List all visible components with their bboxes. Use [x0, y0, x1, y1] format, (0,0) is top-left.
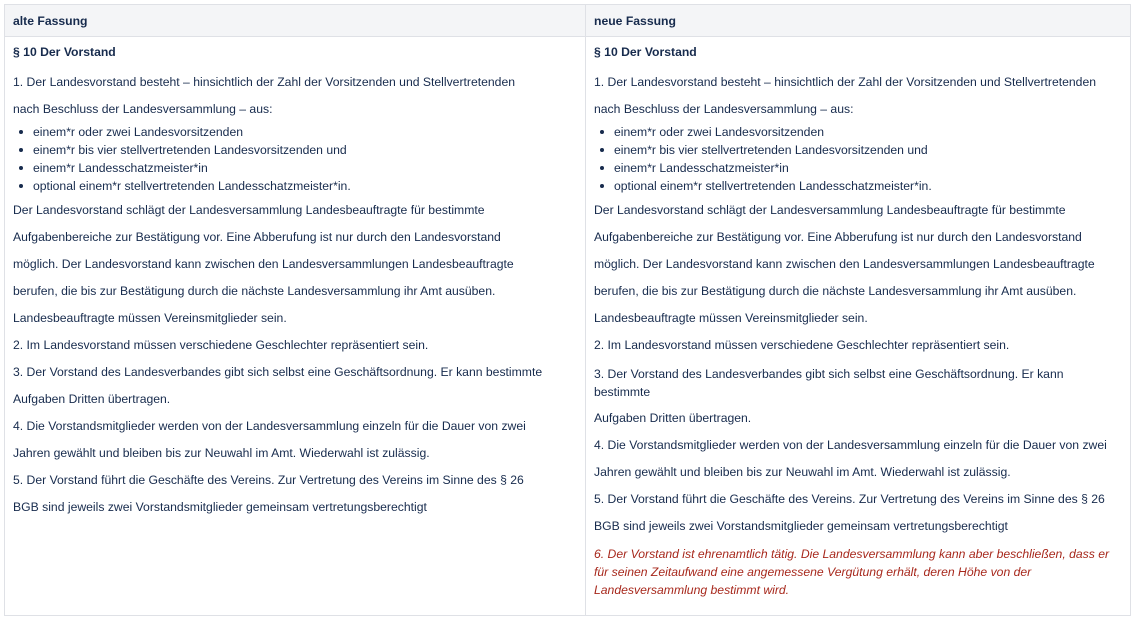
new-text-line: Der Landesvorstand schlägt der Landesversammlung Landesbeauftragte für bestimmte: [594, 203, 1066, 217]
added-paragraph: [594, 545, 1122, 599]
old-text-line: Landesbeauftragte müssen Vereinsmitglieder sein.: [13, 311, 287, 325]
header-row: [5, 5, 1131, 37]
new-text-line: Aufgaben Dritten übertragen.: [594, 411, 752, 425]
list-item: einem*r bis vier stellvertretenden Landesvorsitzenden und: [614, 141, 1122, 159]
old-text-line: 4. Die Vorstandsmitglieder werden von der Landesversammlung einzeln für die Dauer von zwei: [13, 419, 526, 433]
new-text-line: berufen, die bis zur Bestätigung durch die nächste Landesversammlung ihr Amt ausüben.: [594, 284, 1077, 298]
old-p1-line: nach Beschluss der Landesversammlung – aus:: [13, 102, 273, 116]
new-p3-line: bestimmte: [594, 385, 651, 399]
new-section-heading: § 10 Der Vorstand: [594, 45, 697, 59]
old-text-line: Aufgabenbereiche zur Bestätigung vor. Eine Abberufung ist nur durch den Landesvorstand: [13, 230, 501, 244]
list-item: einem*r Landesschatzmeister*in: [614, 159, 1122, 177]
comparison-wrapper: [4, 4, 1130, 616]
old-text-line: Aufgaben Dritten übertragen.: [13, 392, 171, 406]
list-item: einem*r bis vier stellvertretenden Landesvorsitzenden und: [33, 141, 577, 159]
new-text-line: 2. Im Landesvorstand müssen verschiedene Geschlechter repräsentiert sein.: [594, 338, 1010, 352]
new-p3-line: 3. Der Vorstand des Landesverbandes gibt sich selbst eine Geschäftsordnung. Er kann: [594, 367, 1064, 381]
header-old-version: alte Fassung: [5, 5, 586, 37]
new-text-line: Aufgabenbereiche zur Bestätigung vor. Eine Abberufung ist nur durch den Landesvorstand: [594, 230, 1082, 244]
new-text-line: Jahren gewählt und bleiben bis zur Neuwahl im Amt. Wiederwahl ist zulässig.: [594, 465, 1011, 479]
old-text-line: berufen, die bis zur Bestätigung durch die nächste Landesversammlung ihr Amt ausüben.: [13, 284, 496, 298]
added-line: für seinen Zeitaufwand eine angemessene Vergütung erhält, deren Höhe von der: [594, 565, 1032, 579]
old-version-cell: [5, 37, 586, 616]
old-p1-line: 1. Der Landesvorstand besteht – hinsichtlich der Zahl der Vorsitzenden und Stellvertretenden: [13, 75, 516, 89]
old-text-line: BGB sind jeweils zwei Vorstandsmitglieder gemeinsam vertretungsberechtigt: [13, 500, 427, 514]
new-version-cell: [586, 37, 1131, 616]
new-text-line: 5. Der Vorstand führt die Geschäfte des Vereins. Zur Vertretung des Vereins im Sinne des § 26: [594, 492, 1105, 506]
list-item: optional einem*r stellvertretenden Landesschatzmeister*in.: [33, 177, 577, 195]
new-text-line: möglich. Der Landesvorstand kann zwischen den Landesversammlungen Landesbeauftragte: [594, 257, 1095, 271]
list-item: einem*r Landesschatzmeister*in: [33, 159, 577, 177]
old-member-list: [13, 123, 577, 195]
old-text-line: 3. Der Vorstand des Landesverbandes gibt sich selbst eine Geschäftsordnung. Er kann bestimmte: [13, 365, 543, 379]
old-text-line: Der Landesvorstand schlägt der Landesversammlung Landesbeauftragte für bestimmte: [13, 203, 485, 217]
old-text-line: 5. Der Vorstand führt die Geschäfte des Vereins. Zur Vertretung des Vereins im Sinne des § 26: [13, 473, 524, 487]
new-text-line: BGB sind jeweils zwei Vorstandsmitglieder gemeinsam vertretungsberechtigt: [594, 519, 1008, 533]
header-new-version: neue Fassung: [586, 5, 1131, 37]
old-text-line: 2. Im Landesvorstand müssen verschiedene Geschlechter repräsentiert sein.: [13, 338, 429, 352]
added-line: 6. Der Vorstand ist ehrenamtlich tätig. Die Landesversammlung kann aber beschließen, dass er: [594, 547, 1110, 561]
content-row: [5, 37, 1131, 616]
new-member-list: [594, 123, 1122, 195]
added-line: Landesversammlung bestimmt wird.: [594, 583, 790, 597]
old-text-line: möglich. Der Landesvorstand kann zwischen den Landesversammlungen Landesbeauftragte: [13, 257, 514, 271]
new-text-line: 4. Die Vorstandsmitglieder werden von der Landesversammlung einzeln für die Dauer von zwei: [594, 438, 1107, 452]
new-text-line: Landesbeauftragte müssen Vereinsmitglieder sein.: [594, 311, 868, 325]
list-item: einem*r oder zwei Landesvorsitzenden: [33, 123, 577, 141]
new-p1-line: nach Beschluss der Landesversammlung – aus:: [594, 102, 854, 116]
comparison-table: [4, 4, 1131, 616]
list-item: optional einem*r stellvertretenden Landesschatzmeister*in.: [614, 177, 1122, 195]
old-text-line: Jahren gewählt und bleiben bis zur Neuwahl im Amt. Wiederwahl ist zulässig.: [13, 446, 430, 460]
new-p1-line: 1. Der Landesvorstand besteht – hinsichtlich der Zahl der Vorsitzenden und Stellvertretenden: [594, 75, 1097, 89]
old-section-heading: § 10 Der Vorstand: [13, 45, 116, 59]
list-item: einem*r oder zwei Landesvorsitzenden: [614, 123, 1122, 141]
